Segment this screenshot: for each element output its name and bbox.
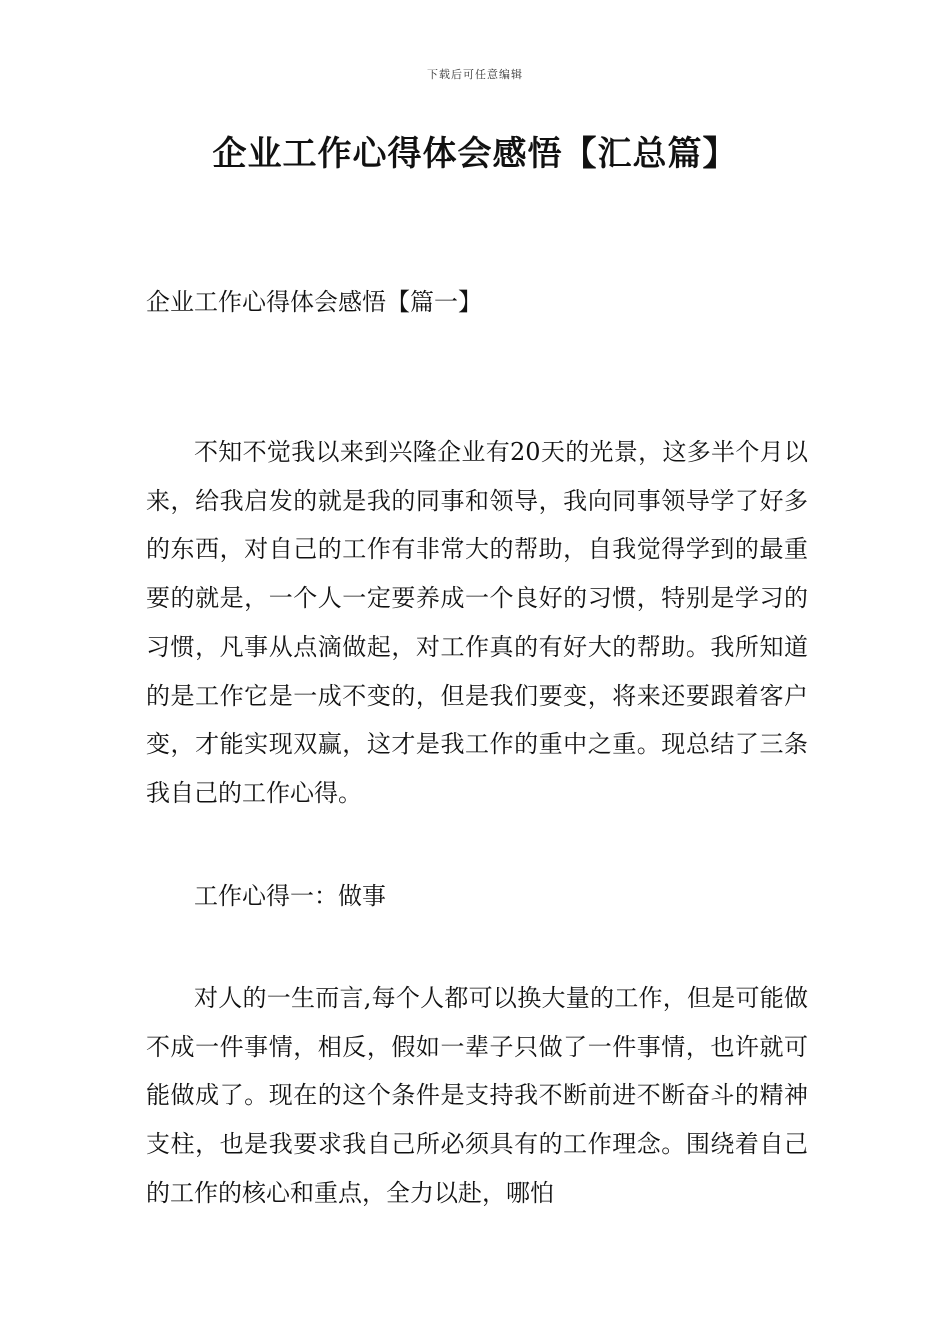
header-note: 下载后可任意编辑: [427, 68, 523, 81]
section-heading: 企业工作心得体会感悟【篇一】: [146, 288, 482, 316]
paragraph: 不知不觉我以来到兴隆企业有20天的光景，这多半个月以来，给我启发的就是我的同事和领导，我向同事领导学了好多的东西，对自己的工作有非常大的帮助，自我觉得学到的最重要的就是，一个人一定要养成一个良好的习惯，特别是学习的习惯，凡事从点滴做起，对工作真的有好大的帮助。我所知道的是工作它是一成不变的，但是我们要变，将来还要跟着客户变，才能实现双赢，这才是我工作的重中之重。现总结了三条我自己的工作心得。: [146, 438, 808, 807]
sub-heading: 工作心得一：做事: [194, 882, 386, 910]
paragraph: 对人的一生而言,每个人都可以换大量的工作，但是可能做不成一件事情，相反，假如一辈子只做了一件事情，也许就可能做成了。现在的这个条件是支持我不断前进不断奋斗的精神支柱，也是我要求我自己所必须具有的工作理念。围绕着自己的工作的核心和重点，全力以赴，哪怕: [146, 984, 808, 1207]
document-title: 企业工作心得体会感悟【汇总篇】: [212, 134, 738, 174]
